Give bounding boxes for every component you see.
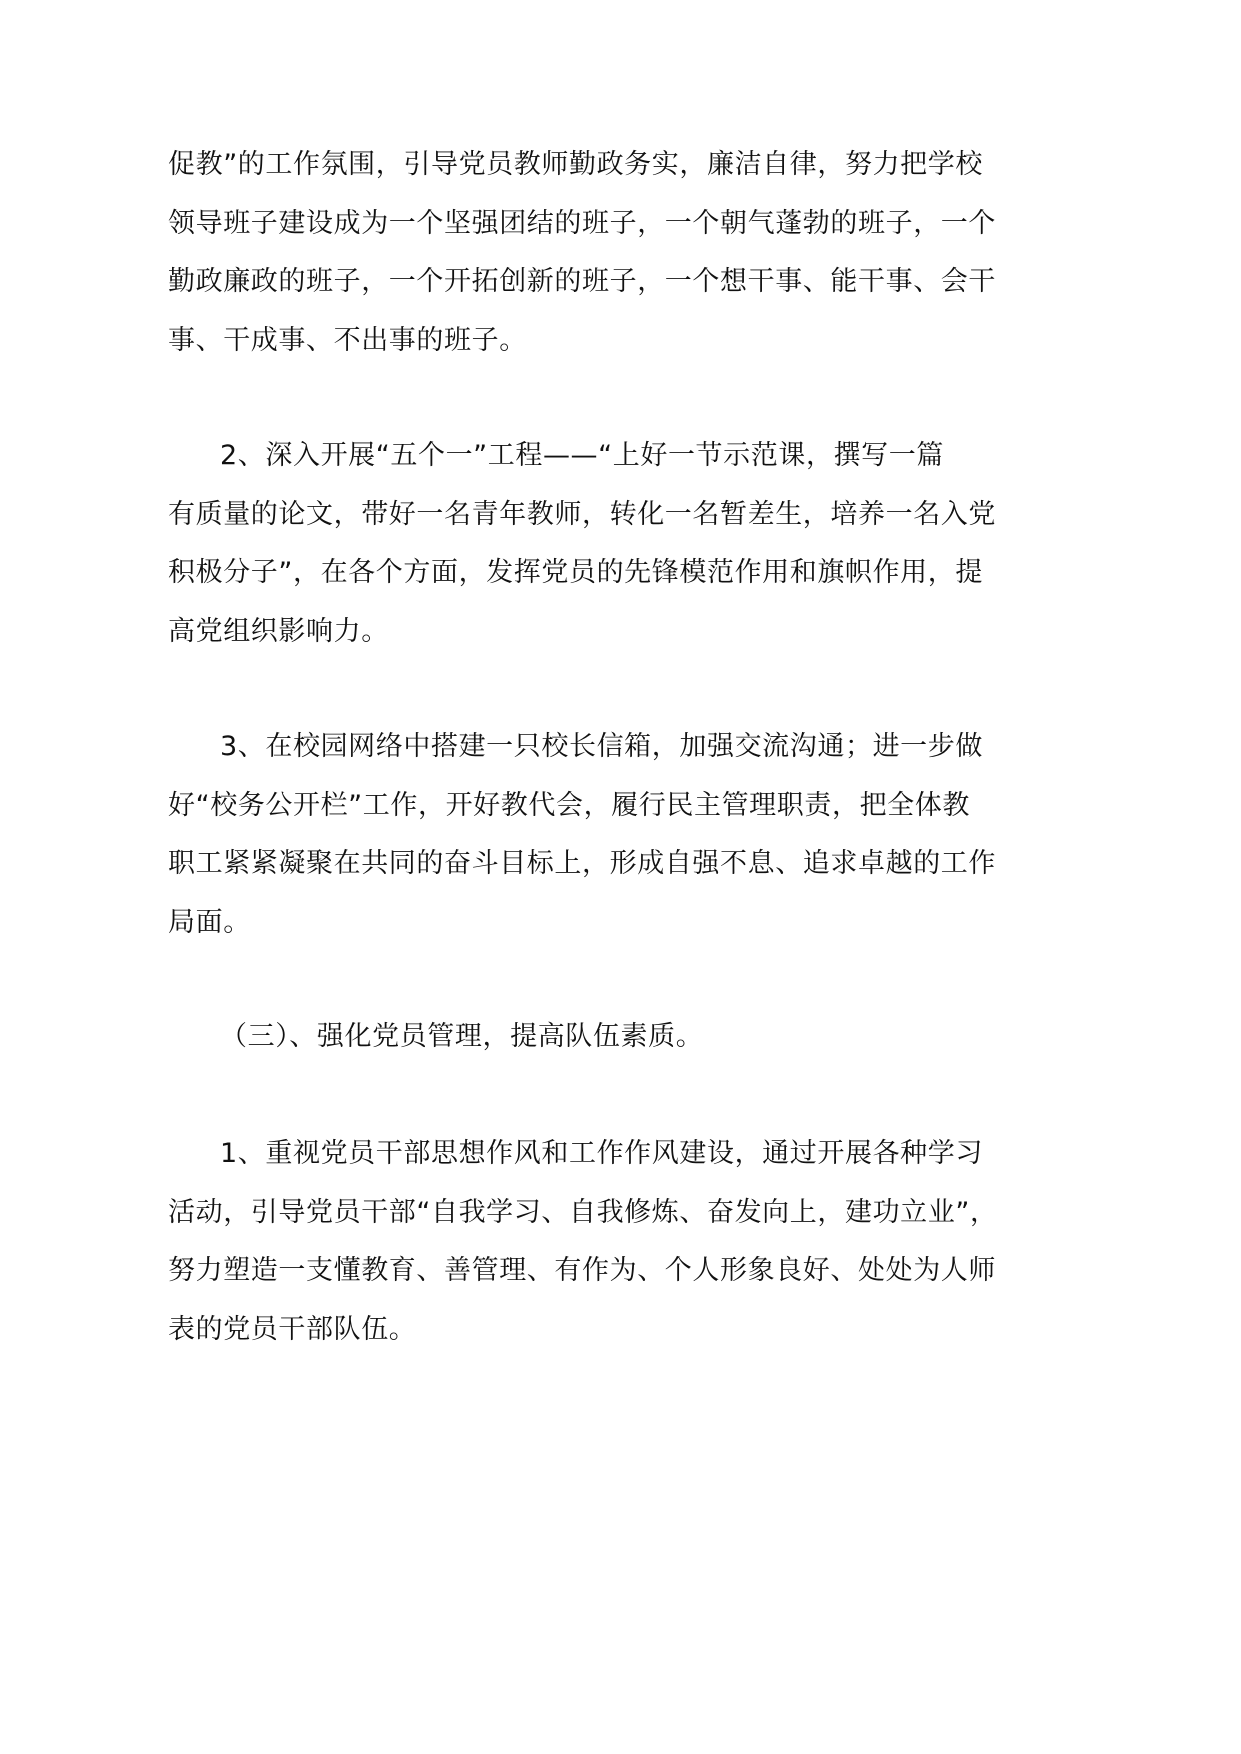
- section-heading: [168, 1008, 943, 1067]
- paragraph-item-2: [168, 427, 996, 661]
- text-line: 勤政廉政的班子，一个开拓创新的班子，一个想干事、能干事、会干: [168, 266, 996, 297]
- text-line: 事、干成事、不出事的班子。: [168, 324, 527, 356]
- text-line: 3、在校园网络中搭建一只校长信箱，加强交流沟通；进一步做: [220, 731, 983, 762]
- paragraph-continuation: [168, 136, 996, 370]
- text-line: 有质量的论文，带好一名青年教师，转化一名暂差生，培养一名入党: [168, 498, 996, 530]
- text-line: 1、重视党员干部思想作风和工作作风建设，通过开展各种学习: [220, 1138, 983, 1169]
- text-line: 领导班子建设成为一个坚强团结的班子，一个朝气蓬勃的班子，一个: [168, 207, 996, 239]
- paragraph-item-3: [168, 718, 996, 952]
- paragraph-item-1: [168, 1125, 998, 1359]
- text-line: 促教”的工作氛围，引导党员教师勤政务实，廉洁自律，努力把学校: [168, 149, 983, 180]
- text-line: 活动，引导党员干部“自我学习、自我修炼、奋发向上，建功立业”，: [168, 1196, 998, 1228]
- text-line: 高党组织影响力。: [168, 615, 389, 647]
- text-line: 局面。: [168, 906, 251, 938]
- text-line: 表的党员干部队伍。: [168, 1313, 417, 1345]
- text-line: 职工紧紧凝聚在共同的奋斗目标上，形成自强不息、追求卓越的工作: [168, 848, 996, 879]
- text-line: 努力塑造一支懂教育、善管理、有作为、个人形象良好、处处为人师: [168, 1255, 996, 1286]
- text-line: 积极分子”，在各个方面，发挥党员的先锋模范作用和旗帜作用，提: [168, 557, 983, 588]
- text-line: 好“校务公开栏”工作，开好教代会，履行民主管理职责，把全体教: [168, 789, 970, 821]
- section-heading-line: （三）、强化党员管理，提高队伍素质。: [220, 1021, 704, 1052]
- text-line: 2、深入开展“五个一”工程——“上好一节示范课，撰写一篇: [220, 440, 944, 471]
